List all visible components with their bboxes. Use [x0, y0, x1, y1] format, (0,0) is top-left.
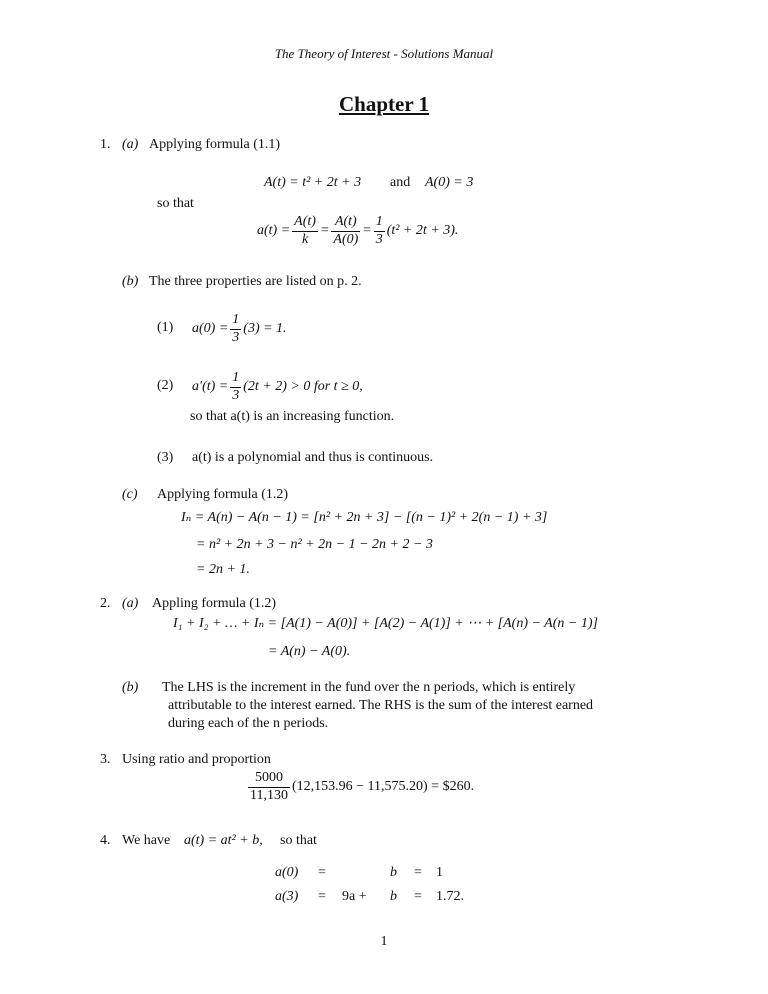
equation-tail: (3) = 1. [243, 321, 287, 337]
part-text: Applying formula (1.2) [157, 487, 289, 502]
property-label: (3) [157, 450, 174, 465]
paragraph-line: The LHS is the increment in the fund over the n periods, which is entirely [162, 680, 576, 695]
fraction-denominator: 3 [375, 231, 383, 247]
problem-text: We have [122, 833, 171, 848]
equals-sign: = [319, 223, 330, 239]
equation: A(t) = t² + 2t + 3 [264, 175, 362, 190]
equation [246, 770, 474, 805]
so-that-text: so that [157, 196, 194, 211]
equation: A(0) = 3 [425, 175, 474, 190]
equation: = 2n + 1. [196, 562, 250, 577]
equation-lhs: a(t) = [257, 223, 291, 239]
property-equation [192, 312, 287, 347]
problem-number: 1. [100, 137, 111, 152]
part-text: Appling formula (1.2) [152, 596, 277, 611]
problem-number: 3. [100, 752, 111, 767]
equation-tail: (t² + 2t + 3). [386, 223, 459, 239]
system-lhs: a(0) [275, 865, 299, 880]
fraction-denominator: 11,130 [250, 787, 288, 803]
fraction-numerator: A(t) [331, 214, 360, 232]
equation-lhs: a′(t) = [192, 379, 229, 395]
fraction-numerator: 1 [230, 312, 241, 330]
part-label: (a) [122, 137, 139, 152]
fraction-denominator: A(0) [333, 231, 359, 247]
system-term: b [390, 889, 397, 904]
fraction [230, 312, 241, 347]
equation: Iₙ = A(n) − A(n − 1) = [n² + 2n + 3] − [(n − 1)² + 2(n − 1) + 3] [181, 510, 548, 525]
equation: I₁ + I₂ + … + Iₙ = [A(1) − A(0)] + [A(2) − A(1)] + ⋯ + [A(n) − A(n − 1)] [173, 616, 598, 631]
fraction-numerator: A(t) [292, 214, 318, 232]
part-label: (b) [122, 274, 139, 289]
equation-tail: (12,153.96 − 11,575.20) = $260. [291, 779, 475, 795]
problem-text: Using ratio and proportion [122, 752, 271, 767]
fraction-denominator: k [301, 231, 309, 247]
system-value: 1.72. [436, 889, 464, 904]
running-header: The Theory of Interest - Solutions Manual [274, 46, 494, 61]
paragraph-line: during each of the n periods. [168, 716, 329, 731]
property-label: (2) [157, 378, 174, 393]
part-text: The three properties are listed on p. 2. [149, 274, 362, 289]
equation-connector: and [390, 175, 411, 190]
part-label: (c) [122, 487, 138, 502]
property-equation [192, 370, 363, 405]
fraction-numerator: 1 [374, 214, 385, 232]
equation-a-of-t [257, 214, 458, 249]
chapter-title: Chapter 1 [338, 92, 430, 116]
fraction [248, 770, 290, 805]
equation-tail: (2t + 2) > 0 for t ≥ 0, [243, 379, 363, 395]
equation: = A(n) − A(0). [268, 644, 351, 659]
paragraph-line: attributable to the interest earned. The RHS is the sum of the interest earned [168, 698, 594, 713]
equals-sign: = [318, 889, 326, 904]
equation: a(t) = at² + b, [184, 833, 263, 848]
part-label: (a) [122, 596, 139, 611]
page-number: 1 [380, 934, 388, 949]
fraction-denominator: 3 [232, 387, 240, 403]
system-lhs: a(3) [275, 889, 299, 904]
fraction-numerator: 5000 [248, 770, 290, 788]
part-text: Applying formula (1.1) [149, 137, 281, 152]
fraction [292, 214, 318, 249]
fraction [230, 370, 241, 405]
equals-sign: = [414, 889, 422, 904]
part-label: (b) [122, 680, 139, 695]
fraction [331, 214, 360, 249]
equals-sign: = [362, 223, 372, 239]
problem-text: so that [280, 833, 317, 848]
equation: = n² + 2n + 3 − n² + 2n − 1 − 2n + 2 − 3 [196, 537, 433, 552]
equation-lhs: a(0) = [192, 321, 229, 337]
property-note: so that a(t) is an increasing function. [190, 409, 395, 424]
problem-number: 2. [100, 596, 111, 611]
system-term: 9a + [342, 889, 367, 904]
property-text: a(t) is a polynomial and thus is continuous. [192, 450, 434, 465]
system-value: 1 [436, 865, 443, 880]
fraction [374, 214, 385, 249]
equals-sign: = [414, 865, 422, 880]
fraction-denominator: 3 [232, 329, 240, 345]
property-label: (1) [157, 320, 174, 335]
problem-number: 4. [100, 833, 111, 848]
fraction-numerator: 1 [230, 370, 241, 388]
equals-sign: = [318, 865, 326, 880]
system-term: b [390, 865, 397, 880]
